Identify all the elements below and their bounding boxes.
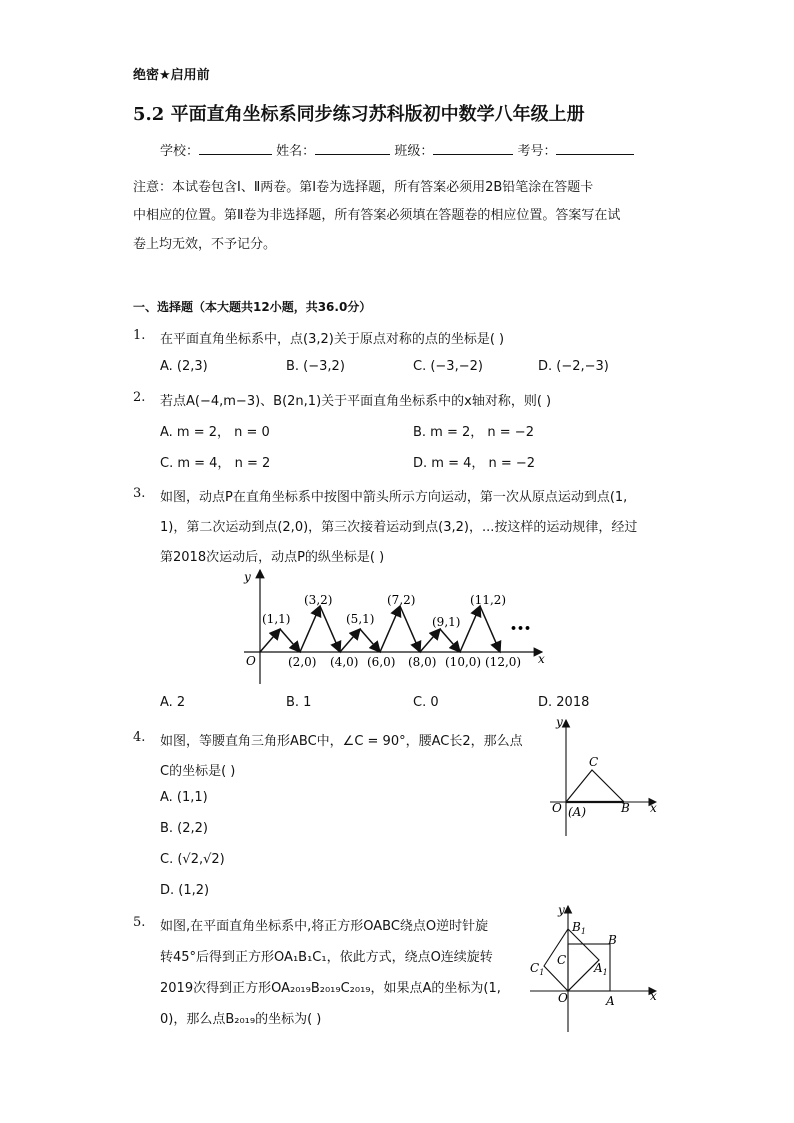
point-a-label: A — [606, 994, 615, 1008]
question-text: 1)，第二次运动到点(2,0)，第三次接着运动到点(3,2)，...按这样的运动规律，经过 — [160, 520, 638, 535]
exam-number-label: 考号： — [517, 144, 557, 159]
point-b1-label: $B_1$ — [572, 920, 586, 936]
peak-label: (3,2) — [304, 593, 333, 607]
peak-label: (1,1) — [262, 612, 291, 626]
name-input-line[interactable] — [315, 143, 390, 155]
option-a[interactable]: A. (2,3) — [160, 359, 208, 374]
ellipsis-dots: ••• — [510, 622, 532, 635]
option-a[interactable]: A. (1,1) — [160, 790, 208, 805]
option-a[interactable]: A. m = 2， n = 0 — [160, 425, 270, 440]
question-text: 转45°后得到正方形OA₁B₁C₁，依此方式，绕点O连续旋转 — [160, 950, 493, 965]
option-d[interactable]: D. (−2,−3) — [538, 359, 609, 374]
student-info-fields — [160, 140, 634, 159]
question-text: 如图，等腰直角三角形ABC中，∠C = 90°，腰AC长2，那么点 — [160, 734, 523, 749]
option-d[interactable]: D. m = 4， n = −2 — [413, 456, 536, 471]
question-text: C的坐标是( ) — [160, 764, 236, 779]
rotated-square-figure — [524, 900, 664, 1036]
school-label: 学校： — [160, 144, 200, 159]
point-c-label: C — [589, 755, 599, 769]
option-b[interactable]: B. m = 2， n = −2 — [413, 425, 534, 440]
y-axis-label: y — [556, 715, 563, 729]
question-text: 若点A(−4,m−3)、B(2n,1)关于平面直角坐标系中的x轴对称，则( ) — [160, 394, 552, 409]
question-number: 4. — [133, 730, 146, 745]
section-title: 一、选择题（本大题共12小题，共36.0分） — [133, 300, 372, 314]
exam-number-input-line[interactable] — [556, 143, 634, 155]
question-number: 1. — [133, 328, 146, 343]
question-text: 2019次得到正方形OA₂₀₁₉B₂₀₁₉C₂₀₁₉，如果点A的坐标为(1, — [160, 981, 501, 996]
notice-line: 卷上均无效，不予记分。 — [133, 237, 277, 252]
option-b[interactable]: B. (2,2) — [160, 821, 209, 836]
square-oa1b1c1 — [544, 929, 599, 991]
confidential-mark: 绝密★启用前 — [133, 68, 210, 83]
bottom-label: (6,0) — [367, 655, 396, 669]
question-number: 5. — [133, 915, 146, 930]
point-c-label: C — [557, 953, 567, 967]
x-axis-label: x — [650, 801, 657, 815]
peak-label: (9,1) — [432, 615, 461, 629]
school-input-line[interactable] — [199, 143, 272, 155]
bottom-label: (12,0) — [485, 655, 522, 669]
page-title: 5.2 平面直角坐标系同步练习苏科版初中数学八年级上册 — [133, 104, 585, 125]
bottom-label: (8,0) — [408, 655, 437, 669]
point-b-label: B — [621, 801, 630, 815]
y-axis-label: y — [558, 903, 565, 917]
bottom-label: (2,0) — [288, 655, 317, 669]
question-text: 0)，那么点B₂₀₁₉的坐标为( ) — [160, 1012, 322, 1027]
zigzag-figure — [236, 564, 552, 688]
question-number: 3. — [133, 486, 146, 501]
name-label: 姓名： — [276, 144, 316, 159]
origin-label: O — [246, 654, 256, 668]
triangle-abc — [566, 770, 624, 802]
x-axis-label: x — [650, 989, 657, 1003]
question-text: 第2018次运动后，动点P的纵坐标是( ) — [160, 550, 385, 565]
x-axis-label: x — [538, 652, 545, 666]
option-c[interactable]: C. (√2,√2) — [160, 852, 225, 867]
point-a1-label: $A_1$ — [594, 961, 608, 977]
class-input-line[interactable] — [433, 143, 513, 155]
option-a[interactable]: A. 2 — [160, 695, 186, 710]
peak-label: (11,2) — [470, 593, 507, 607]
peak-label: (7,2) — [387, 593, 416, 607]
option-d[interactable]: D. 2018 — [538, 695, 590, 710]
notice-line: 中相应的位置。第Ⅱ卷为非选择题，所有答案必须填在答题卷的相应位置。答案写在试 — [133, 208, 621, 223]
option-c[interactable]: C. 0 — [413, 695, 439, 710]
origin-label: O — [558, 991, 568, 1005]
class-label: 班级： — [394, 144, 434, 159]
notice-line: 注意：本试卷包含Ⅰ、Ⅱ两卷。第Ⅰ卷为选择题，所有答案必须用2B铅笔涂在答题卡 — [133, 180, 594, 195]
bottom-label: (4,0) — [330, 655, 359, 669]
peak-label: (5,1) — [346, 612, 375, 626]
option-b[interactable]: B. 1 — [286, 695, 312, 710]
option-d[interactable]: D. (1,2) — [160, 883, 210, 898]
question-number: 2. — [133, 390, 146, 405]
question-text: 如图，动点P在直角坐标系中按图中箭头所示方向运动，第一次从原点运动到点(1, — [160, 490, 628, 505]
option-b[interactable]: B. (−3,2) — [286, 359, 345, 374]
question-text: 如图,在平面直角坐标系中,将正方形OABC绕点O逆时针旋 — [160, 919, 489, 934]
point-c1-label: $C_1$ — [530, 961, 545, 977]
origin-label: O — [552, 801, 562, 815]
point-b-label: B — [608, 933, 617, 947]
option-c[interactable]: C. m = 4， n = 2 — [160, 456, 271, 471]
option-c[interactable]: C. (−3,−2) — [413, 359, 483, 374]
question-text: 在平面直角坐标系中，点(3,2)关于原点对称的点的坐标是( ) — [160, 332, 505, 347]
y-axis-label: y — [244, 570, 251, 584]
triangle-figure — [544, 712, 664, 840]
point-a-label: (A) — [568, 805, 587, 819]
bottom-label: (10,0) — [445, 655, 482, 669]
